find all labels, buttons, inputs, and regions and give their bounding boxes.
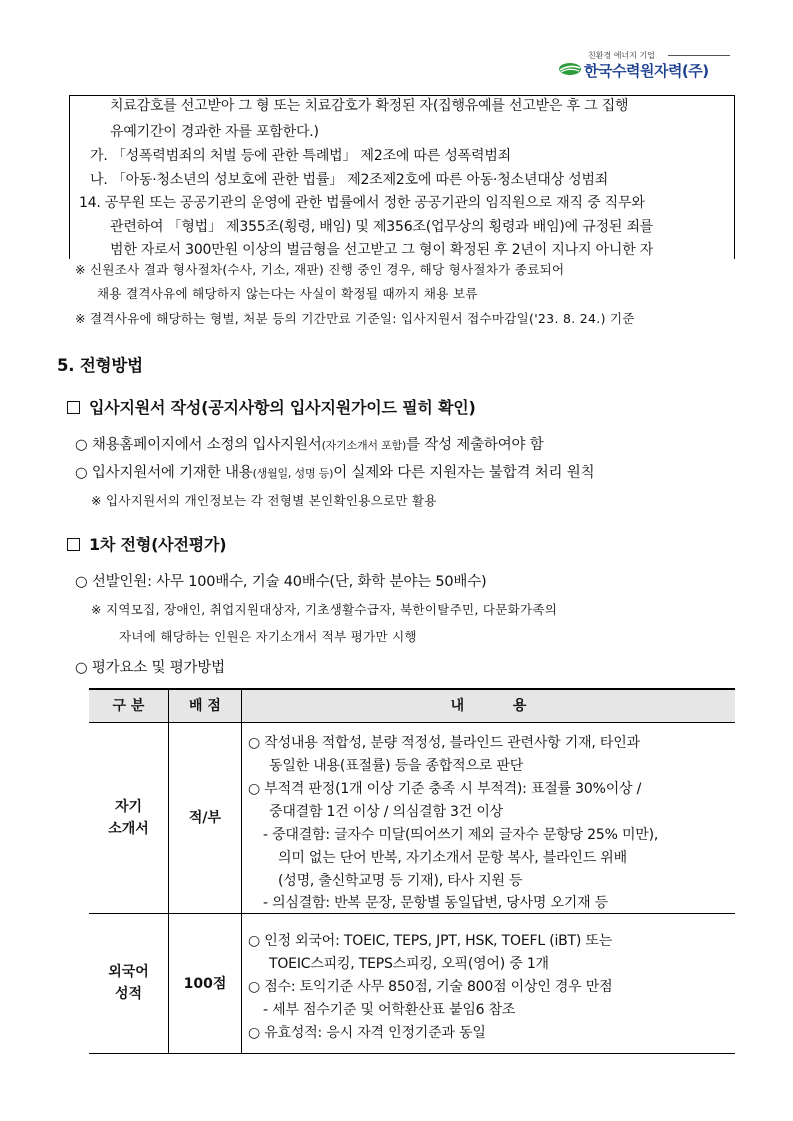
- content-line: - 세부 점수기준 및 어학환산표 붙임6 참조: [263, 1002, 516, 1018]
- tagline-rule: [668, 55, 730, 56]
- selection-count: ○ 선발인원: 사무 100배수, 기술 40배수(단, 화학 분야는 50배수): [75, 574, 487, 590]
- application-title: 입사지원서 작성(공지사항의 입사지원가이드 필히 확인): [89, 398, 476, 417]
- category-text: 외국어: [108, 964, 149, 980]
- table-row-score: 100점: [183, 976, 227, 992]
- table-row-border: [89, 913, 735, 914]
- table-header-score: 배 점: [189, 698, 221, 714]
- content-line: ○ 작성내용 적합성, 분량 적정성, 블라인드 관련사항 기재, 타인과: [248, 735, 640, 751]
- content-line: ○ 유효성적: 응시 자격 인정기준과 동일: [248, 1025, 486, 1041]
- application-item: [75, 435, 544, 456]
- first-round-heading: [67, 535, 226, 555]
- content-line: TOEIC스피킹, TEPS스피킹, 오픽(영어) 중 1개: [269, 956, 549, 972]
- first-round-title: 1차 전형(사전평가): [89, 535, 227, 554]
- table-header-category: 구 분: [112, 698, 145, 714]
- company-tagline: 친환경 에너지 기업: [588, 51, 655, 60]
- item-text: 이 실제와 다른 지원자는 불합격 처리 원칙: [333, 465, 595, 481]
- item-text: ○ 채용홈페이지에서 소정의 입사지원서: [75, 437, 322, 453]
- table-header-content: 내 용: [450, 698, 527, 714]
- content-line: 중대결함 1건 이상 / 의심결함 3건 이상: [269, 804, 503, 820]
- first-round-note: ※ 지역모집, 장애인, 취업지원대상자, 기초생활수급자, 북한이탈주민, 다문화가족의: [91, 602, 558, 617]
- application-heading: [67, 398, 476, 418]
- content-line: - 의심결함: 반복 문장, 문항별 동일답변, 당사명 오기재 등: [263, 895, 608, 911]
- disq-line: 가. 「성폭력범죄의 처벌 등에 관한 특례법」 제2조에 따른 성폭력범죄: [90, 148, 511, 164]
- disq-line: 범한 자로서 300만원 이상의 벌금형을 선고받고 그 형이 확정된 후 2년이 지나지 아니한 자: [110, 242, 654, 258]
- item-small-text: (생월일, 성명 등): [252, 467, 334, 480]
- content-line: (성명, 출신학교명 등 기재), 타사 지원 등: [278, 873, 523, 889]
- first-round-note: 자녀에 해당하는 인원은 자기소개서 적부 평가만 시행: [119, 629, 417, 644]
- table-row-category: [89, 961, 168, 1005]
- content-line: - 중대결함: 글자수 미달(띄어쓰기 제외 글자수 문항당 25% 미만),: [263, 827, 659, 843]
- category-text: 소개서: [108, 821, 149, 837]
- content-line: 동일한 내용(표절률) 등을 종합적으로 판단: [269, 758, 524, 774]
- content-line: 의미 없는 단어 반복, 자기소개서 문항 복사, 블라인드 위배: [278, 850, 627, 866]
- table-row-score: 적/부: [188, 810, 222, 826]
- disq-note: ※ 결격사유에 해당하는 형벌, 처분 등의 기간만료 기준일: 입사지원서 접수마감일('23. 8. 24.) 기준: [75, 311, 635, 326]
- disq-line: 치료감호를 선고받아 그 형 또는 치료감호가 확정된 자(집행유예를 선고받은 후 그 집행: [110, 98, 629, 114]
- table-bottom-border: [89, 1053, 735, 1054]
- disq-line: 관련하여 「형법」 제355조(횡령, 배임) 및 제356조(업무상의 횡령과 배임)에 규정된 죄를: [110, 219, 654, 235]
- disq-line: 나. 「아동·청소년의 성보호에 관한 법률」 제2조제2호에 따른 아동·청소년대상 성범죄: [90, 172, 609, 188]
- disq-note: ※ 신원조사 결과 형사절차(수사, 기소, 재판) 진행 중인 경우, 해당 형사절차가 종료되어: [75, 262, 565, 277]
- item-text: 를 작성 제출하여야 함: [406, 437, 544, 453]
- application-note: ※ 입사지원서의 개인정보는 각 전형별 본인확인용으로만 활용: [91, 493, 437, 508]
- disq-line: 유예기간이 경과한 자를 포함한다.): [110, 124, 319, 140]
- company-name: 한국수력원자력(주): [584, 62, 709, 80]
- item-text: ○ 입사지원서에 기재한 내용: [75, 465, 253, 481]
- content-line: ○ 부적격 판정(1개 이상 기준 충족 시 부적격): 표절률 30%이상 /: [248, 781, 642, 797]
- disq-note: 채용 결격사유에 해당하지 않는다는 사실이 확정될 때까지 채용 보류: [97, 286, 478, 301]
- category-text: 자기: [114, 799, 143, 815]
- content-line: ○ 인정 외국어: TOEIC, TEPS, JPT, HSK, TOEFL (iBT) 또는: [248, 933, 613, 949]
- table-header-border: [89, 722, 735, 723]
- table-column-divider: [241, 690, 242, 1054]
- table-row-category: [89, 796, 168, 840]
- table-column-divider: [168, 690, 169, 1054]
- category-text: 성적: [114, 986, 143, 1002]
- company-logo-icon: [558, 62, 582, 76]
- application-item: [75, 463, 594, 484]
- content-line: ○ 점수: 토익기준 사무 850점, 기술 800점 이상인 경우 만점: [248, 979, 613, 995]
- item-small-text: (자기소개서 포함): [321, 439, 407, 452]
- square-bullet-icon: [67, 538, 80, 551]
- disq-line: 14. 공무원 또는 공공기관의 운영에 관한 법률에서 정한 공공기관의 임직원으로 재직 중 직무와: [79, 195, 645, 211]
- section-title: 5. 전형방법: [57, 356, 143, 375]
- square-bullet-icon: [67, 401, 80, 414]
- criteria-title: ○ 평가요소 및 평가방법: [75, 660, 225, 676]
